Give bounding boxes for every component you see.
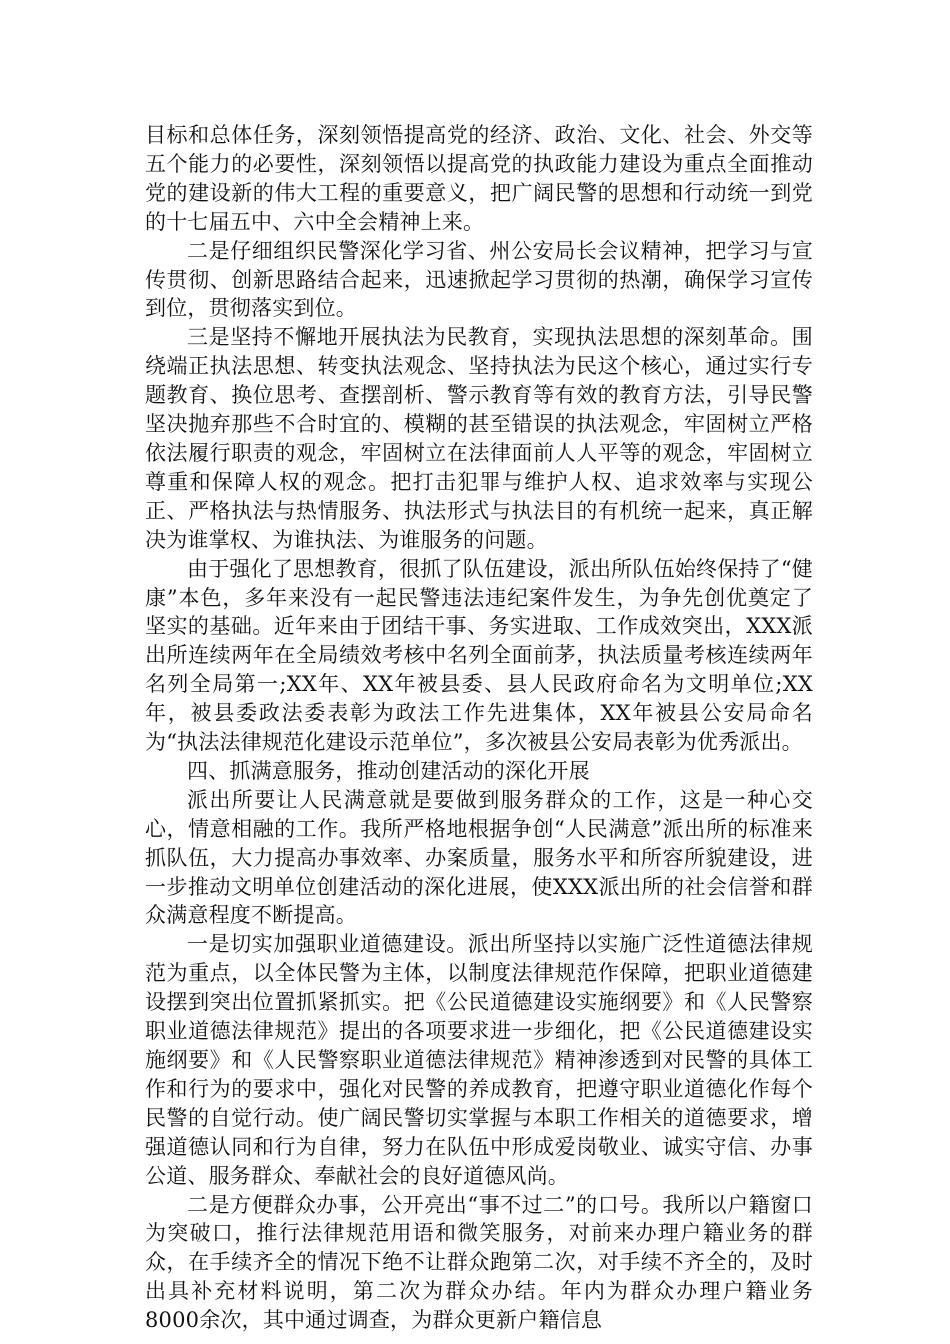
document-body: [145, 121, 813, 1335]
paragraph-6: 派出所要让人民满意就是要做到服务群众的工作，这是一种心交心，情意相融的工作。我所严格地根据争创“人民满意”派出所的标准来抓队伍，大力提高办事效率、办案质量，服务水平和所容所貌建设，进一步推动文明单位创建活动的深化进展，使XXX派出所的社会信誉和群众满意程度不断提高。: [145, 787, 813, 928]
section-heading-4: 四、抓满意服务，推动创建活动的深化开展: [187, 758, 590, 783]
paragraph-4: 由于强化了思想教育，很抓了队伍建设，派出所队伍始终保持了“健康”本色，多年来没有一起民警违法违纪案件发生，为争先创优奠定了坚实的基础。近年来由于团结干事、务实进取、工作成效突出，XXX派出所连续两年在全局绩效考核中名列全面前茅，执法质量考核连续两年名列全局第一;XX年、XX年被县委、县人民政府命名为文明单位;XX年，被县委政法委表彰为政法工作先进集体，XX年被县公安局命名为“执法法律规范化建设示范单位”，多次被县公安局表彰为优秀派出。: [145, 556, 813, 755]
paragraph-8: 二是方便群众办事，公开亮出“事不过二”的口号。我所以户籍窗口为突破口，推行法律规范用语和微笑服务，对前来办理户籍业务的群众，在手续齐全的情况下绝不让群众跑第二次，对手续不齐全的，及时出具补充材料说明，第二次为群众办结。年内为群众办理户籍业务8000余次，其中通过调查，为群众更新户籍信息: [145, 1192, 813, 1333]
paragraph-3: 三是坚持不懈地开展执法为民教育，实现执法思想的深刻革命。围绕端正执法思想、转变执法观念、坚持执法为民这个核心，通过实行专题教育、换位思考、查摆剖析、警示教育等有效的教育方法，引导民警坚决抛弃那些不合时宜的、模糊的甚至错误的执法观念，牢固树立严格依法履行职责的观念，牢固树立在法律面前人人平等的观念，牢固树立尊重和保障人权的观念。把打击犯罪与维护人权、追求效率与实现公正、严格执法与热情服务、执法形式与执法目的有机统一起来，真正解决为谁掌权、为谁执法、为谁服务的问题。: [145, 325, 813, 552]
paragraph-2: 二是仔细组织民警深化学习省、州公安局长会议精神，把学习与宣传贯彻、创新思路结合起来，迅速掀起学习贯彻的热潮，确保学习宣传到位，贯彻落实到位。: [145, 238, 813, 321]
paragraph-7: 一是切实加强职业道德建设。派出所坚持以实施广泛性道德法律规范为重点，以全体民警为主体，以制度法律规范作保障，把职业道德建设摆到突出位置抓紧抓实。把《公民道德建设实施纲要》和《人民警察职业道德法律规范》提出的各项要求进一步细化，把《公民道德建设实施纲要》和《人民警察职业道德法律规范》精神渗透到对民警的具体工作和行为的要求中，强化对民警的养成教育，把遵守职业道德化作每个民警的自觉行动。使广阔民警切实掌握与本职工作相关的道德要求，增强道德认同和行为自律，努力在队伍中形成爱岗敬业、诚实守信、办事公道、服务群众、奉献社会的良好道德风尚。: [145, 932, 813, 1188]
paragraph-1: 目标和总体任务，深刻领悟提高党的经济、政治、文化、社会、外交等五个能力的必要性，深刻领悟以提高党的执政能力建设为重点全面推动党的建设新的伟大工程的重要意义，把广阔民警的思想和行动统一到党的十七届五中、六中全会精神上来。: [145, 123, 813, 234]
